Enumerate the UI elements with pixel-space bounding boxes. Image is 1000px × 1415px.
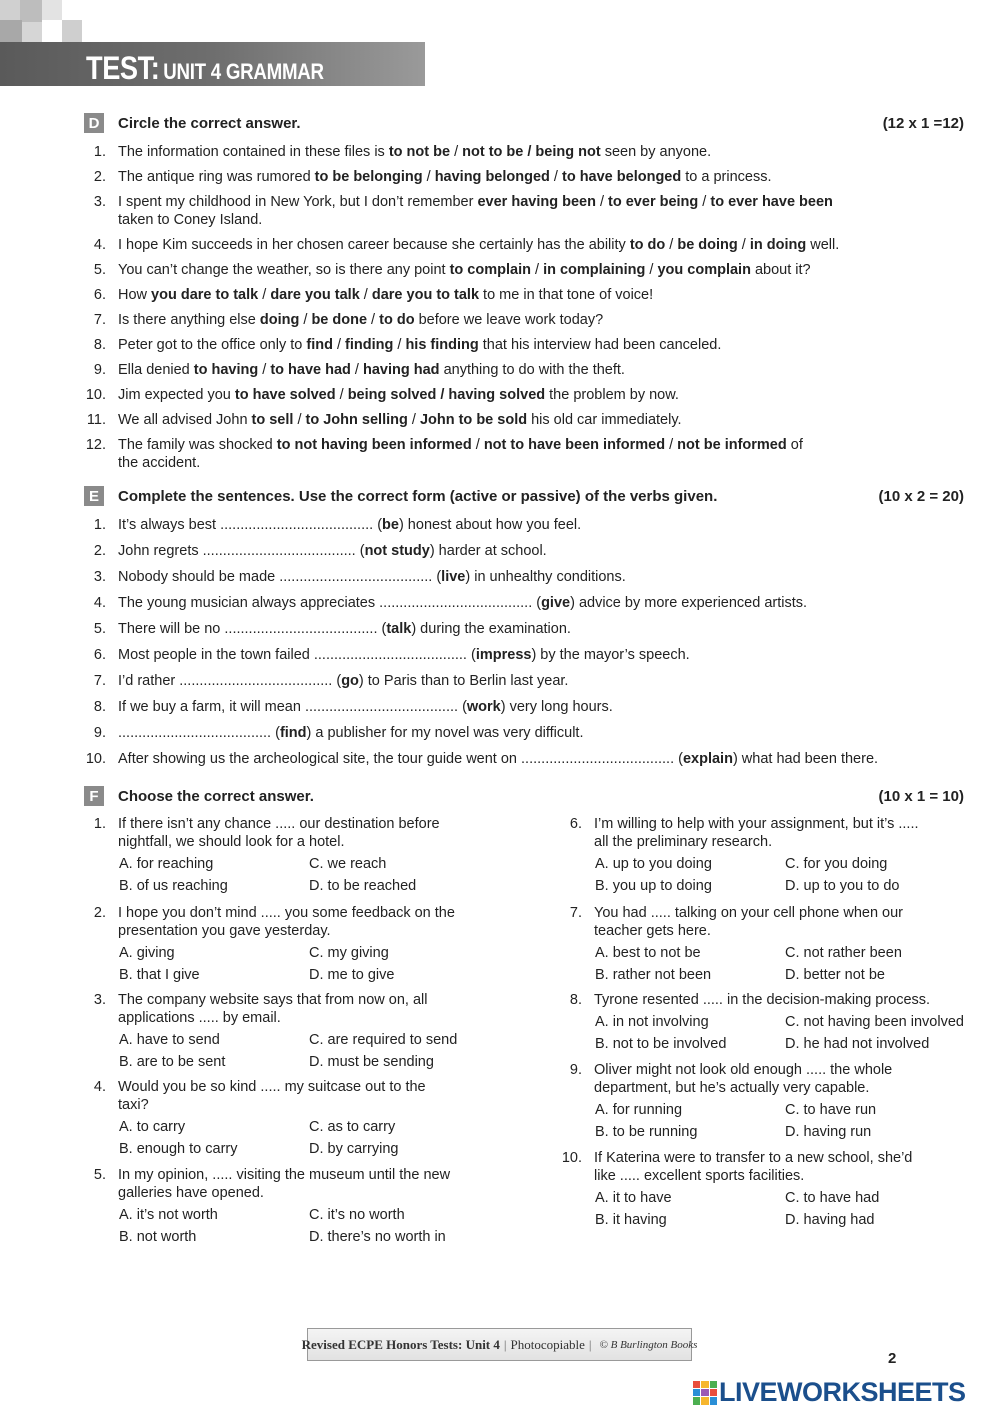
choice-question — [84, 815, 504, 899]
answer-option-b[interactable]: B. that I give — [119, 967, 200, 983]
answer-option-d[interactable]: D. to be reached — [309, 878, 417, 894]
section-letter: E — [84, 486, 104, 506]
title-main: TEST: — [86, 50, 160, 86]
brand-text: LIVEWORKSHEETS — [719, 1377, 966, 1407]
question-number: 3. — [93, 569, 106, 585]
section-d-header — [84, 112, 964, 134]
question-stem: You had ..... talking on your cell phone when our teacher gets here. — [594, 905, 904, 939]
question-text: I hope Kim succeeds in her chosen career because she certainly has the ability to do / be doing / in doing well. — [118, 237, 840, 253]
footer-title: Revised ECPE Honors Tests: Unit 4 — [301, 1336, 500, 1352]
question-text: If we buy a farm, it will mean ...................................... (work) very long hours. — [118, 699, 613, 715]
question-text: There will be no ...................................... (talk) during the examination. — [118, 621, 571, 637]
question-stem: I hope you don’t mind ..... you some feedback on the presentation you gave yesterday. — [118, 905, 455, 939]
choice-question — [84, 904, 504, 988]
question-stem: Would you be so kind ..... my suitcase out to the taxi? — [118, 1079, 426, 1113]
question-text: How you dare to talk / dare you talk / dare you to talk to me in that tone of voice! — [118, 287, 654, 303]
question-text: I spent my childhood in New York, but I don’t remember ever having been / to ever being / to ever have been taken to Coney Island. — [118, 194, 833, 228]
answer-option-a[interactable]: A. it to have — [595, 1190, 672, 1206]
question-stem: Tyrone resented ..... in the decision-making process. — [594, 992, 931, 1008]
question-stem: If Katerina were to transfer to a new school, she’d like ..... excellent sports facilities. — [594, 1150, 913, 1184]
section-e-header — [84, 485, 964, 507]
choice-question — [84, 991, 504, 1075]
section-score: (10 x 1 = 10) — [878, 787, 964, 805]
section-instruction: Choose the correct answer. — [118, 787, 314, 805]
question-stem: The company website says that from now on, all applications ..... by email. — [118, 992, 428, 1026]
question-number: 3. — [93, 194, 106, 210]
section-f-header — [84, 785, 964, 807]
answer-option-a[interactable]: A. up to you doing — [595, 856, 712, 872]
answer-option-b[interactable]: B. it having — [595, 1212, 667, 1228]
question-number: 3. — [93, 992, 106, 1008]
choice-question — [560, 815, 980, 899]
question-number: 10. — [561, 1150, 582, 1166]
question-text: Most people in the town failed ...................................... (impress) by the mayor’s speech. — [118, 647, 690, 663]
answer-option-c[interactable]: C. my giving — [309, 945, 389, 961]
answer-option-b[interactable]: B. not worth — [119, 1229, 197, 1245]
section-score: (10 x 2 = 20) — [878, 487, 964, 505]
question-text: Nobody should be made ...................................... (live) in unhealthy conditions. — [118, 569, 626, 585]
question-number: 9. — [93, 362, 106, 378]
question-stem: In my opinion, ..... visiting the museum until the new galleries have opened. — [118, 1167, 451, 1201]
question-number: 4. — [93, 595, 106, 611]
answer-option-d[interactable]: D. me to give — [309, 967, 395, 983]
answer-option-d[interactable]: D. better not be — [785, 967, 885, 983]
question-number: 4. — [93, 237, 106, 253]
question-number: 5. — [93, 1167, 106, 1183]
question-number: 5. — [93, 262, 106, 278]
section-score: (12 x 1 =12) — [882, 114, 964, 132]
choice-question — [560, 1061, 980, 1145]
question-number: 7. — [93, 312, 106, 328]
section-instruction: Complete the sentences. Use the correct form (active or passive) of the verbs given. — [118, 487, 718, 505]
answer-option-b[interactable]: B. enough to carry — [119, 1141, 238, 1157]
answer-option-a[interactable]: A. have to send — [119, 1032, 220, 1048]
question-number: 12. — [85, 437, 106, 453]
question-text: The antique ring was rumored to be belonging / having belonged / to have belonged to a princess. — [118, 169, 772, 185]
answer-option-c[interactable]: C. for you doing — [785, 856, 888, 872]
question-text: The young musician always appreciates ...................................... (give) advice by more experienced artists. — [118, 595, 808, 611]
question-text: Is there anything else doing / be done / to do before we leave work today? — [118, 312, 604, 328]
question-number: 4. — [93, 1079, 106, 1095]
page-title — [86, 50, 324, 87]
answer-option-c[interactable]: C. it’s no worth — [309, 1207, 405, 1223]
answer-option-b[interactable]: B. you up to doing — [595, 878, 712, 894]
question-number: 7. — [93, 673, 106, 689]
question-number: 1. — [93, 517, 106, 533]
choice-question — [84, 1078, 504, 1162]
answer-option-a[interactable]: A. best to not be — [595, 945, 701, 961]
answer-option-d[interactable]: D. must be sending — [309, 1054, 434, 1070]
question-text: It’s always best ...................................... (be) honest about how you feel. — [118, 517, 582, 533]
answer-option-c[interactable]: C. to have had — [785, 1190, 880, 1206]
question-text: The information contained in these files is to not be / not to be / being not seen by anyone. — [118, 144, 712, 160]
question-stem: Oliver might not look old enough ..... the whole department, but he’s actually very capable. — [594, 1062, 893, 1096]
question-text: You can’t change the weather, so is there any point to complain / in complaining / you complain about it? — [118, 262, 811, 278]
page-number: 2 — [888, 1350, 897, 1367]
answer-option-a[interactable]: A. for reaching — [119, 856, 214, 872]
answer-option-a[interactable]: A. it’s not worth — [119, 1207, 218, 1223]
footer-photocopiable: Photocopiable — [510, 1336, 585, 1352]
answer-option-c[interactable]: C. are required to send — [309, 1032, 458, 1048]
answer-option-d[interactable]: D. there’s no worth in — [309, 1229, 446, 1245]
choice-question — [560, 904, 980, 988]
question-stem: If there isn’t any chance ..... our destination before nightfall, we should look for a hotel. — [118, 816, 440, 850]
answer-option-a[interactable]: A. giving — [119, 945, 175, 961]
question-number: 6. — [569, 816, 582, 832]
section-f — [84, 785, 964, 1255]
title-sub: UNIT 4 GRAMMAR — [163, 59, 324, 84]
answer-option-d[interactable]: D. he had not involved — [785, 1036, 930, 1052]
question-number: 8. — [569, 992, 582, 1008]
answer-option-c[interactable]: C. not having been involved — [785, 1014, 964, 1030]
question-text: John regrets ...................................... (not study) harder at school. — [118, 543, 547, 559]
question-text: The family was shocked to not having been informed / not to have been informed / not be informed of the accident. — [118, 437, 803, 471]
question-text: Ella denied to having / to have had / having had anything to do with the theft. — [118, 362, 625, 378]
footer-publisher: © B Burlington Books — [599, 1338, 698, 1351]
answer-option-b[interactable]: B. rather not been — [595, 967, 712, 983]
question-text: We all advised John to sell / to John selling / John to be sold his old car immediately. — [118, 412, 682, 428]
section-instruction: Circle the correct answer. — [118, 114, 301, 132]
section-e — [84, 485, 964, 767]
question-number: 6. — [93, 287, 106, 303]
answer-option-a[interactable]: A. for running — [595, 1102, 683, 1118]
question-number: 2. — [93, 169, 106, 185]
answer-option-d[interactable]: D. up to you to do — [785, 878, 900, 894]
question-number: 9. — [93, 725, 106, 741]
question-text: ...................................... (find) a publisher for my novel was very difficult. — [118, 725, 584, 741]
choice-question — [84, 1166, 504, 1250]
answer-option-d[interactable]: D. by carrying — [309, 1141, 399, 1157]
question-text: Peter got to the office only to find / finding / his finding that his interview had been canceled. — [118, 337, 722, 353]
answer-option-c[interactable]: C. we reach — [309, 856, 387, 872]
choice-question — [560, 1149, 980, 1233]
footer-credit: Revised ECPE Honors Tests: Unit 4 | Photocopiable | © B Burlington Books — [307, 1328, 692, 1361]
question-text: I’d rather ...................................... (go) to Paris than to Berlin last year. — [118, 673, 569, 689]
question-number: 7. — [569, 905, 582, 921]
answer-option-b[interactable]: B. to be running — [595, 1124, 698, 1140]
question-number: 5. — [93, 621, 106, 637]
question-number: 9. — [569, 1062, 582, 1078]
question-number: 1. — [93, 144, 106, 160]
section-letter: D — [84, 113, 104, 133]
answer-option-d[interactable]: D. having run — [785, 1124, 872, 1140]
answer-option-c[interactable]: C. to have run — [785, 1102, 877, 1118]
question-stem: I’m willing to help with your assignment, but it’s ..... all the preliminary research. — [594, 816, 919, 850]
question-number: 6. — [93, 647, 106, 663]
question-text: Jim expected you to have solved / being solved / having solved the problem by now. — [118, 387, 679, 403]
choice-question — [560, 991, 980, 1057]
answer-option-d[interactable]: D. having had — [785, 1212, 875, 1228]
question-number: 8. — [93, 337, 106, 353]
section-letter: F — [84, 786, 104, 806]
answer-option-a[interactable]: A. to carry — [119, 1119, 186, 1135]
question-number: 11. — [86, 412, 106, 428]
question-number: 1. — [93, 816, 106, 832]
question-text: After showing us the archeological site, the tour guide went on ...................................... (explain) what had been there. — [118, 751, 879, 767]
question-number: 2. — [93, 905, 106, 921]
question-number: 10. — [85, 751, 106, 767]
answer-option-b[interactable]: B. not to be involved — [595, 1036, 727, 1052]
liveworksheets-logo[interactable] — [693, 1377, 966, 1408]
question-number: 10. — [85, 387, 106, 403]
logo-grid-icon — [693, 1381, 717, 1405]
answer-option-b[interactable]: B. are to be sent — [119, 1054, 226, 1070]
question-number: 2. — [93, 543, 106, 559]
answer-option-b[interactable]: B. of us reaching — [119, 878, 228, 894]
section-d — [84, 112, 964, 474]
answer-option-c[interactable]: C. not rather been — [785, 945, 902, 961]
answer-option-c[interactable]: C. as to carry — [309, 1119, 396, 1135]
answer-option-a[interactable]: A. in not involving — [595, 1014, 709, 1030]
question-number: 8. — [93, 699, 106, 715]
